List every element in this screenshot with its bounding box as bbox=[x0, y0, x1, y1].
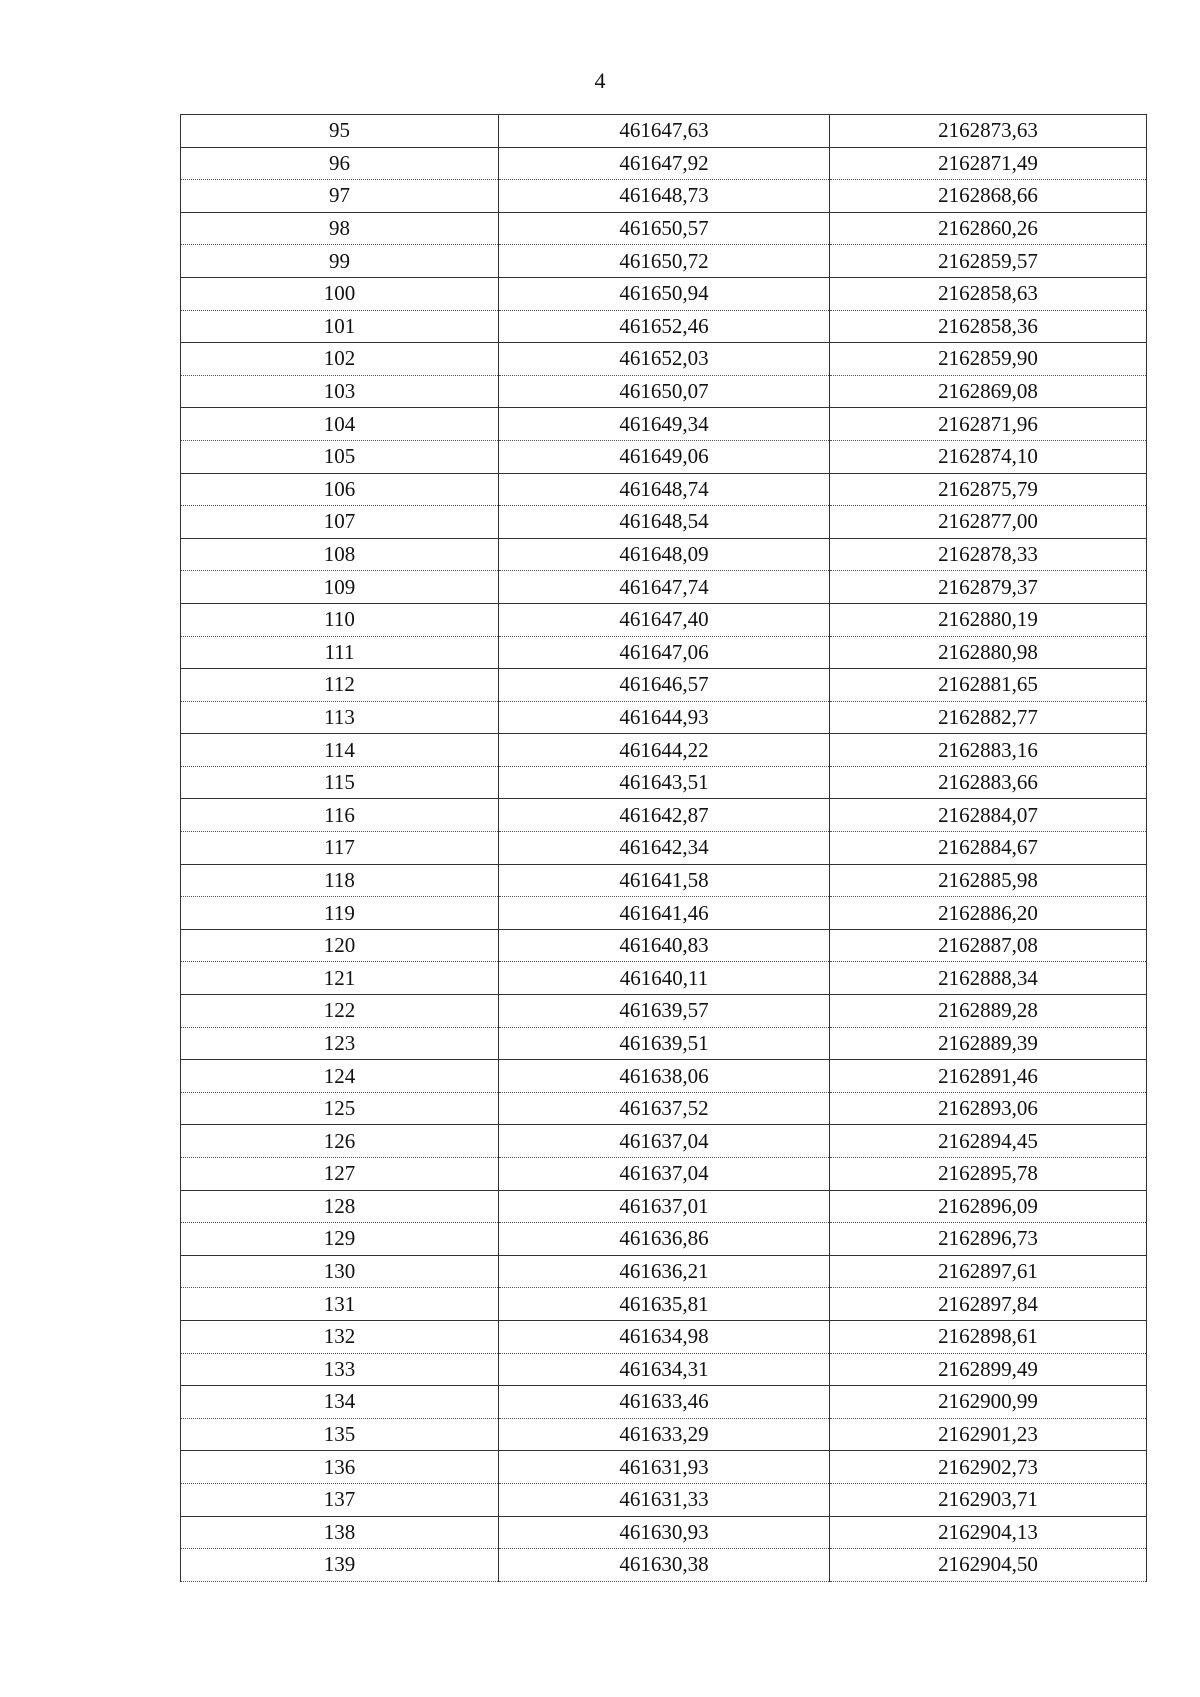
table-row bbox=[181, 473, 1147, 506]
point-number-cell: 132 bbox=[181, 1320, 499, 1353]
y-coordinate-cell: 2162900,99 bbox=[830, 1386, 1147, 1419]
x-coordinate-cell: 461634,98 bbox=[499, 1320, 830, 1353]
y-coordinate-cell: 2162875,79 bbox=[830, 473, 1147, 506]
x-coordinate-cell: 461633,46 bbox=[499, 1386, 830, 1419]
point-number-cell: 98 bbox=[181, 212, 499, 245]
point-number-cell: 105 bbox=[181, 440, 499, 473]
page-number: 4 bbox=[594, 68, 606, 93]
y-coordinate-cell: 2162903,71 bbox=[830, 1483, 1147, 1516]
table-row bbox=[181, 701, 1147, 734]
table-row bbox=[181, 1223, 1147, 1256]
x-coordinate-cell: 461637,04 bbox=[499, 1158, 830, 1191]
x-coordinate-cell: 461649,06 bbox=[499, 440, 830, 473]
y-coordinate-cell: 2162904,13 bbox=[830, 1516, 1147, 1549]
y-coordinate-cell: 2162896,73 bbox=[830, 1223, 1147, 1256]
x-coordinate-cell: 461636,86 bbox=[499, 1223, 830, 1256]
x-coordinate-cell: 461640,11 bbox=[499, 962, 830, 995]
x-coordinate-cell: 461641,46 bbox=[499, 897, 830, 930]
x-coordinate-cell: 461652,46 bbox=[499, 310, 830, 343]
point-number-cell: 130 bbox=[181, 1255, 499, 1288]
x-coordinate-cell: 461652,03 bbox=[499, 343, 830, 376]
point-number-cell: 113 bbox=[181, 701, 499, 734]
table-row bbox=[181, 1125, 1147, 1158]
table-row bbox=[181, 799, 1147, 832]
x-coordinate-cell: 461650,72 bbox=[499, 245, 830, 278]
table-row bbox=[181, 669, 1147, 702]
x-coordinate-cell: 461648,54 bbox=[499, 506, 830, 539]
y-coordinate-cell: 2162901,23 bbox=[830, 1418, 1147, 1451]
y-coordinate-cell: 2162879,37 bbox=[830, 571, 1147, 604]
x-coordinate-cell: 461644,93 bbox=[499, 701, 830, 734]
y-coordinate-cell: 2162885,98 bbox=[830, 864, 1147, 897]
y-coordinate-cell: 2162858,36 bbox=[830, 310, 1147, 343]
coordinates-table bbox=[180, 114, 1147, 1582]
point-number-cell: 123 bbox=[181, 1027, 499, 1060]
point-number-cell: 116 bbox=[181, 799, 499, 832]
y-coordinate-cell: 2162889,28 bbox=[830, 995, 1147, 1028]
x-coordinate-cell: 461636,21 bbox=[499, 1255, 830, 1288]
point-number-cell: 118 bbox=[181, 864, 499, 897]
x-coordinate-cell: 461647,40 bbox=[499, 603, 830, 636]
table-row bbox=[181, 766, 1147, 799]
table-row bbox=[181, 440, 1147, 473]
table-row bbox=[181, 147, 1147, 180]
point-number-cell: 121 bbox=[181, 962, 499, 995]
table-row bbox=[181, 245, 1147, 278]
x-coordinate-cell: 461630,93 bbox=[499, 1516, 830, 1549]
point-number-cell: 120 bbox=[181, 929, 499, 962]
point-number-cell: 99 bbox=[181, 245, 499, 278]
point-number-cell: 110 bbox=[181, 603, 499, 636]
point-number-cell: 103 bbox=[181, 375, 499, 408]
point-number-cell: 112 bbox=[181, 669, 499, 702]
point-number-cell: 114 bbox=[181, 734, 499, 767]
y-coordinate-cell: 2162869,08 bbox=[830, 375, 1147, 408]
table-row bbox=[181, 1060, 1147, 1093]
table-row bbox=[181, 1320, 1147, 1353]
x-coordinate-cell: 461639,51 bbox=[499, 1027, 830, 1060]
y-coordinate-cell: 2162882,77 bbox=[830, 701, 1147, 734]
point-number-cell: 133 bbox=[181, 1353, 499, 1386]
y-coordinate-cell: 2162880,98 bbox=[830, 636, 1147, 669]
x-coordinate-cell: 461643,51 bbox=[499, 766, 830, 799]
y-coordinate-cell: 2162880,19 bbox=[830, 603, 1147, 636]
table-row bbox=[181, 343, 1147, 376]
y-coordinate-cell: 2162896,09 bbox=[830, 1190, 1147, 1223]
point-number-cell: 101 bbox=[181, 310, 499, 343]
table-row bbox=[181, 115, 1147, 148]
x-coordinate-cell: 461631,93 bbox=[499, 1451, 830, 1484]
point-number-cell: 100 bbox=[181, 277, 499, 310]
y-coordinate-cell: 2162858,63 bbox=[830, 277, 1147, 310]
y-coordinate-cell: 2162883,66 bbox=[830, 766, 1147, 799]
point-number-cell: 138 bbox=[181, 1516, 499, 1549]
point-number-cell: 104 bbox=[181, 408, 499, 441]
y-coordinate-cell: 2162887,08 bbox=[830, 929, 1147, 962]
table-row bbox=[181, 408, 1147, 441]
y-coordinate-cell: 2162859,57 bbox=[830, 245, 1147, 278]
point-number-cell: 102 bbox=[181, 343, 499, 376]
y-coordinate-cell: 2162893,06 bbox=[830, 1092, 1147, 1125]
x-coordinate-cell: 461646,57 bbox=[499, 669, 830, 702]
x-coordinate-cell: 461637,01 bbox=[499, 1190, 830, 1223]
table-row bbox=[181, 897, 1147, 930]
table-row bbox=[181, 734, 1147, 767]
table-row bbox=[181, 1549, 1147, 1582]
x-coordinate-cell: 461637,52 bbox=[499, 1092, 830, 1125]
table-row bbox=[181, 1483, 1147, 1516]
point-number-cell: 128 bbox=[181, 1190, 499, 1223]
table-row bbox=[181, 1255, 1147, 1288]
y-coordinate-cell: 2162877,00 bbox=[830, 506, 1147, 539]
point-number-cell: 139 bbox=[181, 1549, 499, 1582]
x-coordinate-cell: 461640,83 bbox=[499, 929, 830, 962]
x-coordinate-cell: 461647,06 bbox=[499, 636, 830, 669]
point-number-cell: 124 bbox=[181, 1060, 499, 1093]
y-coordinate-cell: 2162895,78 bbox=[830, 1158, 1147, 1191]
table-row bbox=[181, 571, 1147, 604]
x-coordinate-cell: 461630,38 bbox=[499, 1549, 830, 1582]
y-coordinate-cell: 2162902,73 bbox=[830, 1451, 1147, 1484]
y-coordinate-cell: 2162894,45 bbox=[830, 1125, 1147, 1158]
coordinates-table-body bbox=[181, 115, 1147, 1582]
point-number-cell: 95 bbox=[181, 115, 499, 148]
table-row bbox=[181, 864, 1147, 897]
x-coordinate-cell: 461648,09 bbox=[499, 538, 830, 571]
y-coordinate-cell: 2162886,20 bbox=[830, 897, 1147, 930]
table-row bbox=[181, 310, 1147, 343]
y-coordinate-cell: 2162871,49 bbox=[830, 147, 1147, 180]
x-coordinate-cell: 461634,31 bbox=[499, 1353, 830, 1386]
point-number-cell: 129 bbox=[181, 1223, 499, 1256]
x-coordinate-cell: 461631,33 bbox=[499, 1483, 830, 1516]
x-coordinate-cell: 461639,57 bbox=[499, 995, 830, 1028]
table-row bbox=[181, 603, 1147, 636]
y-coordinate-cell: 2162874,10 bbox=[830, 440, 1147, 473]
x-coordinate-cell: 461635,81 bbox=[499, 1288, 830, 1321]
y-coordinate-cell: 2162884,67 bbox=[830, 832, 1147, 865]
point-number-cell: 131 bbox=[181, 1288, 499, 1321]
table-row bbox=[181, 962, 1147, 995]
point-number-cell: 125 bbox=[181, 1092, 499, 1125]
y-coordinate-cell: 2162899,49 bbox=[830, 1353, 1147, 1386]
x-coordinate-cell: 461647,63 bbox=[499, 115, 830, 148]
y-coordinate-cell: 2162860,26 bbox=[830, 212, 1147, 245]
x-coordinate-cell: 461637,04 bbox=[499, 1125, 830, 1158]
y-coordinate-cell: 2162868,66 bbox=[830, 180, 1147, 213]
point-number-cell: 136 bbox=[181, 1451, 499, 1484]
x-coordinate-cell: 461642,34 bbox=[499, 832, 830, 865]
y-coordinate-cell: 2162898,61 bbox=[830, 1320, 1147, 1353]
y-coordinate-cell: 2162891,46 bbox=[830, 1060, 1147, 1093]
x-coordinate-cell: 461633,29 bbox=[499, 1418, 830, 1451]
point-number-cell: 111 bbox=[181, 636, 499, 669]
x-coordinate-cell: 461650,94 bbox=[499, 277, 830, 310]
table-row bbox=[181, 1418, 1147, 1451]
point-number-cell: 117 bbox=[181, 832, 499, 865]
point-number-cell: 127 bbox=[181, 1158, 499, 1191]
y-coordinate-cell: 2162904,50 bbox=[830, 1549, 1147, 1582]
table-row bbox=[181, 636, 1147, 669]
x-coordinate-cell: 461648,73 bbox=[499, 180, 830, 213]
y-coordinate-cell: 2162859,90 bbox=[830, 343, 1147, 376]
table-row bbox=[181, 1027, 1147, 1060]
x-coordinate-cell: 461648,74 bbox=[499, 473, 830, 506]
table-row bbox=[181, 180, 1147, 213]
table-row bbox=[181, 212, 1147, 245]
point-number-cell: 106 bbox=[181, 473, 499, 506]
point-number-cell: 115 bbox=[181, 766, 499, 799]
table-row bbox=[181, 277, 1147, 310]
point-number-cell: 97 bbox=[181, 180, 499, 213]
table-row bbox=[181, 1386, 1147, 1419]
x-coordinate-cell: 461647,92 bbox=[499, 147, 830, 180]
x-coordinate-cell: 461642,87 bbox=[499, 799, 830, 832]
y-coordinate-cell: 2162883,16 bbox=[830, 734, 1147, 767]
x-coordinate-cell: 461641,58 bbox=[499, 864, 830, 897]
table-row bbox=[181, 1190, 1147, 1223]
x-coordinate-cell: 461647,74 bbox=[499, 571, 830, 604]
x-coordinate-cell: 461650,57 bbox=[499, 212, 830, 245]
y-coordinate-cell: 2162897,84 bbox=[830, 1288, 1147, 1321]
y-coordinate-cell: 2162871,96 bbox=[830, 408, 1147, 441]
table-row bbox=[181, 1516, 1147, 1549]
y-coordinate-cell: 2162889,39 bbox=[830, 1027, 1147, 1060]
table-row bbox=[181, 995, 1147, 1028]
point-number-cell: 119 bbox=[181, 897, 499, 930]
point-number-cell: 135 bbox=[181, 1418, 499, 1451]
y-coordinate-cell: 2162884,07 bbox=[830, 799, 1147, 832]
table-row bbox=[181, 1451, 1147, 1484]
point-number-cell: 134 bbox=[181, 1386, 499, 1419]
point-number-cell: 96 bbox=[181, 147, 499, 180]
table-row bbox=[181, 375, 1147, 408]
table-row bbox=[181, 929, 1147, 962]
table-row bbox=[181, 538, 1147, 571]
y-coordinate-cell: 2162881,65 bbox=[830, 669, 1147, 702]
point-number-cell: 107 bbox=[181, 506, 499, 539]
table-row bbox=[181, 1158, 1147, 1191]
x-coordinate-cell: 461650,07 bbox=[499, 375, 830, 408]
point-number-cell: 122 bbox=[181, 995, 499, 1028]
table-row bbox=[181, 832, 1147, 865]
y-coordinate-cell: 2162897,61 bbox=[830, 1255, 1147, 1288]
x-coordinate-cell: 461644,22 bbox=[499, 734, 830, 767]
point-number-cell: 109 bbox=[181, 571, 499, 604]
table-row bbox=[181, 1288, 1147, 1321]
point-number-cell: 108 bbox=[181, 538, 499, 571]
x-coordinate-cell: 461649,34 bbox=[499, 408, 830, 441]
x-coordinate-cell: 461638,06 bbox=[499, 1060, 830, 1093]
y-coordinate-cell: 2162878,33 bbox=[830, 538, 1147, 571]
table-row bbox=[181, 1353, 1147, 1386]
point-number-cell: 126 bbox=[181, 1125, 499, 1158]
table-row bbox=[181, 506, 1147, 539]
y-coordinate-cell: 2162873,63 bbox=[830, 115, 1147, 148]
table-row bbox=[181, 1092, 1147, 1125]
y-coordinate-cell: 2162888,34 bbox=[830, 962, 1147, 995]
point-number-cell: 137 bbox=[181, 1483, 499, 1516]
